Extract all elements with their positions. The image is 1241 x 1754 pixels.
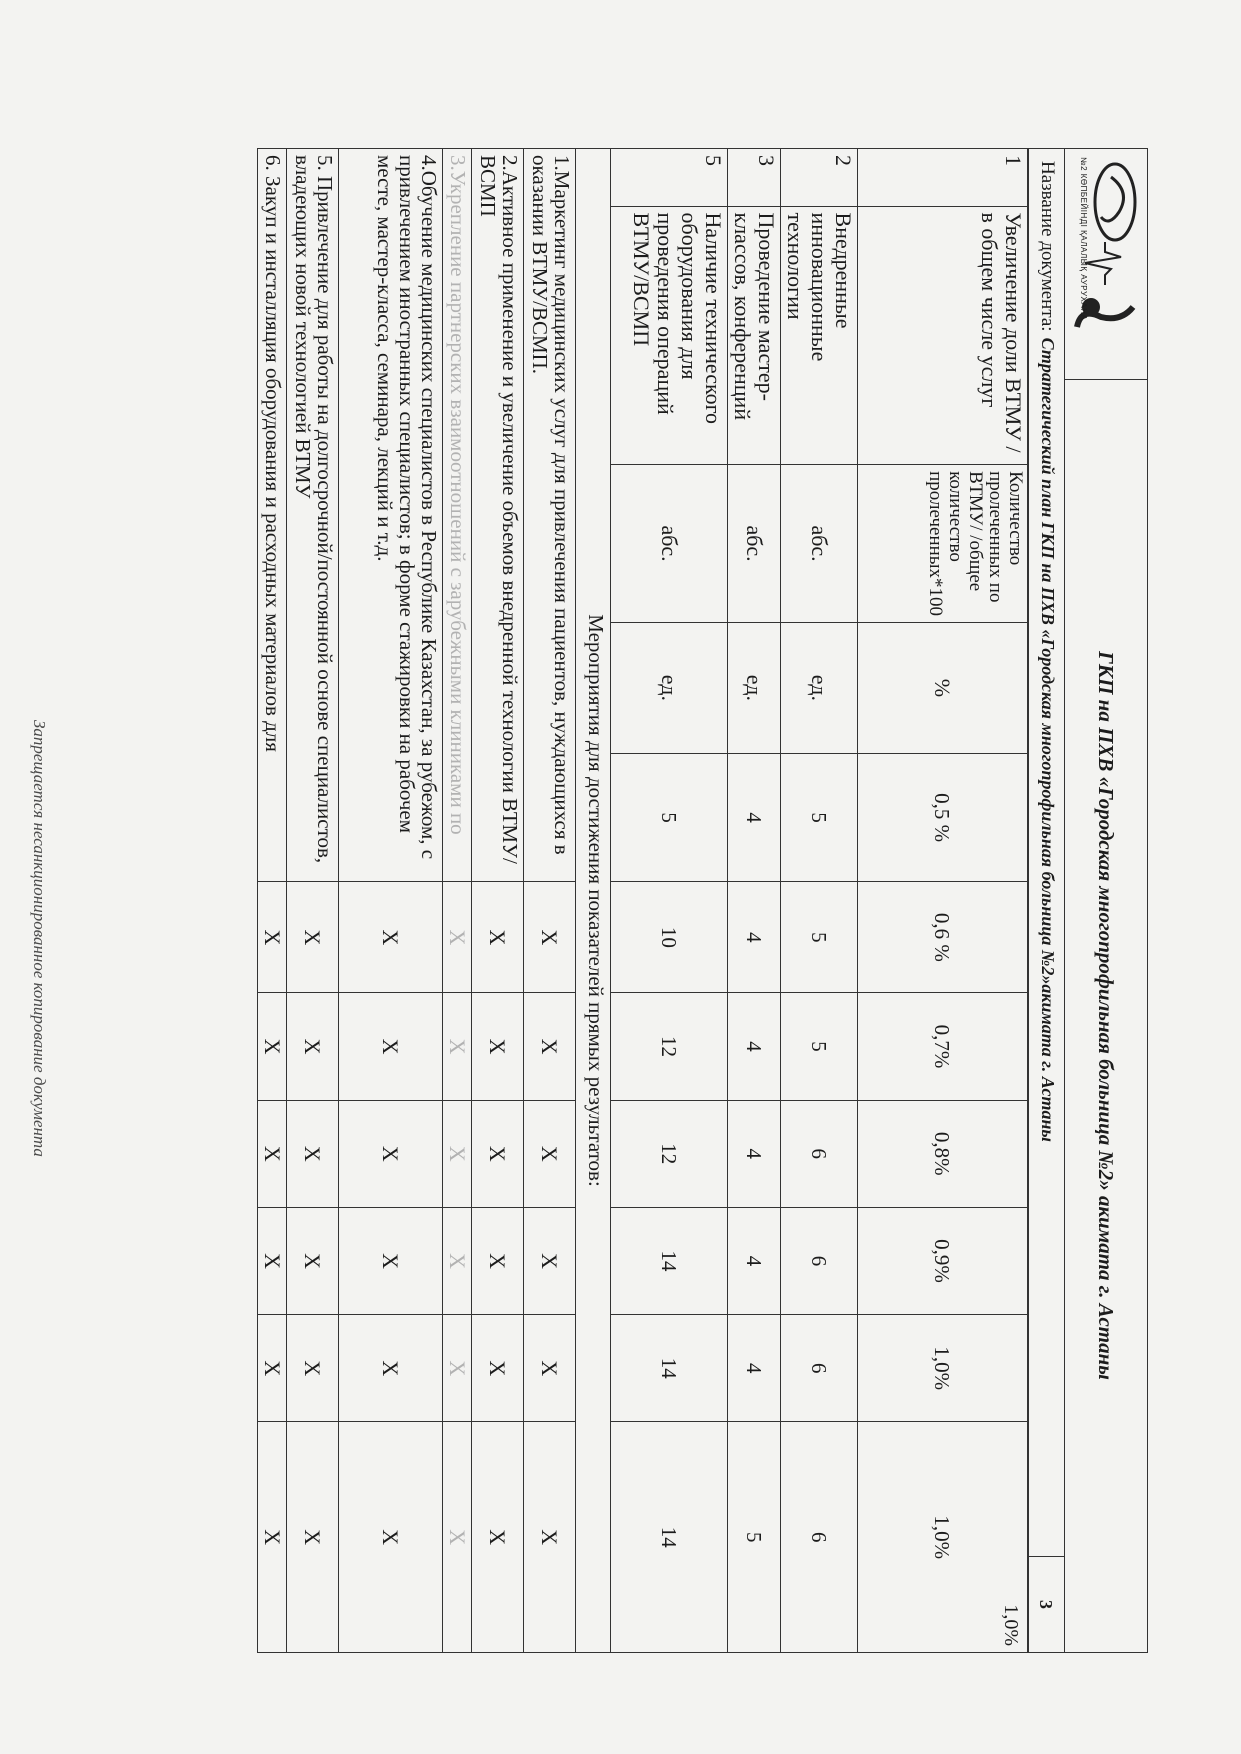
activity-text: 5. Привлечение для работы на долгосрочной/постоянной основе специалистов, владеющих новой технологией ВТМУ bbox=[287, 149, 339, 882]
indicator-value: 12 bbox=[611, 1100, 728, 1207]
activity-mark: X bbox=[524, 1100, 576, 1207]
document-name-label: Название документа: bbox=[1037, 161, 1058, 332]
activity-mark: X bbox=[287, 1207, 339, 1314]
indicator-final-value-text: 6 bbox=[807, 1531, 831, 1543]
activity-mark: X bbox=[443, 993, 472, 1100]
indicator-name: Внедренные инновационные технологии bbox=[781, 206, 858, 465]
activity-mark: X bbox=[258, 993, 287, 1100]
indicator-value: 5 bbox=[781, 753, 858, 882]
activity-mark: X bbox=[339, 1315, 443, 1422]
indicator-value: 6 bbox=[781, 1100, 858, 1207]
activity-mark: X bbox=[472, 1100, 524, 1207]
activities-body bbox=[258, 149, 576, 1653]
measures-header-body bbox=[576, 149, 611, 1653]
activity-mark: X bbox=[472, 1315, 524, 1422]
indicator-top-note: 1,0% bbox=[1000, 1604, 1022, 1646]
measures-title: Мероприятия для достижения показателей прямых результатов: bbox=[576, 149, 611, 1653]
activity-mark: X bbox=[287, 1315, 339, 1422]
indicator-name: Наличие технического оборудования для проведения операций ВТМУ/ВСМП bbox=[611, 206, 728, 465]
indicator-row bbox=[858, 149, 1028, 1653]
activity-mark: X bbox=[339, 1207, 443, 1314]
activity-mark: X bbox=[524, 882, 576, 993]
activity-mark: X bbox=[258, 1100, 287, 1207]
indicator-value: 4 bbox=[728, 753, 781, 882]
activity-mark: X bbox=[524, 1422, 576, 1653]
activity-mark: X bbox=[443, 882, 472, 993]
logo-cell bbox=[1065, 149, 1147, 380]
indicator-final-value bbox=[858, 1422, 1028, 1653]
indicator-unit: % bbox=[858, 623, 1028, 754]
activity-mark: X bbox=[443, 1315, 472, 1422]
activity-row bbox=[524, 149, 576, 1653]
indicator-number: 5 bbox=[611, 149, 728, 207]
activity-mark: X bbox=[287, 1422, 339, 1653]
indicator-source: абс. bbox=[728, 465, 781, 623]
indicator-value: 6 bbox=[781, 1207, 858, 1314]
indicator-value: 1,0% bbox=[858, 1315, 1028, 1422]
indicator-unit: ед. bbox=[781, 623, 858, 754]
activity-mark: X bbox=[258, 1207, 287, 1314]
activity-row bbox=[472, 149, 524, 1653]
indicator-value: 4 bbox=[728, 1315, 781, 1422]
indicator-source: Количество пролеченных по ВТМУ/ /общее количество пролеченных*100 bbox=[858, 465, 1028, 623]
indicator-value: 4 bbox=[728, 882, 781, 993]
activity-text: 4.Обучение медицинских специалистов в Республике Казахстан, за рубежом, с привлечением иностранных специалистов; в форме стажировки на рабочем месте, мастер-класса, семинара, лекций и т.д. bbox=[339, 149, 443, 882]
activity-mark: X bbox=[287, 993, 339, 1100]
indicator-source: абс. bbox=[781, 465, 858, 623]
activity-mark: X bbox=[472, 882, 524, 993]
logo-left-text: №2 КӨПБЕЙІНДІ ҚАЛАЛЫҚ АУРУХАНА bbox=[1079, 157, 1088, 321]
indicator-final-value-text: 14 bbox=[657, 1526, 681, 1548]
document-name-value: Стратегический план ГКП на ПХВ «Городская многопрофильная больница №2»акимата г. Астаны bbox=[1038, 337, 1058, 1142]
indicator-final-value-text: 5 bbox=[742, 1531, 766, 1543]
activity-row bbox=[287, 149, 339, 1653]
page-number: 3 bbox=[1028, 1556, 1064, 1652]
activity-mark: X bbox=[443, 1422, 472, 1653]
activity-mark: X bbox=[258, 882, 287, 993]
activity-mark: X bbox=[258, 1315, 287, 1422]
activity-mark: X bbox=[524, 1207, 576, 1314]
activity-mark: X bbox=[472, 1422, 524, 1653]
indicator-value: 5 bbox=[611, 753, 728, 882]
indicator-number: 1 bbox=[858, 149, 1028, 207]
indicator-name: Увеличение доли ВТМУ / в общем числе услуг bbox=[858, 206, 1028, 465]
indicator-value: 0,5 % bbox=[858, 753, 1028, 882]
indicator-value: 0,9% bbox=[858, 1207, 1028, 1314]
indicator-value: 0,7% bbox=[858, 993, 1028, 1100]
strategic-plan-table bbox=[257, 148, 1028, 1653]
indicator-final-value bbox=[781, 1422, 858, 1653]
activity-mark: X bbox=[524, 993, 576, 1100]
indicator-row bbox=[728, 149, 781, 1653]
indicator-value: 5 bbox=[781, 882, 858, 993]
indicator-value: 6 bbox=[781, 1315, 858, 1422]
indicator-final-value-text: 1,0% bbox=[930, 1515, 955, 1560]
activity-text: 6. Закуп и инсталляция оборудования и расходных материалов для bbox=[258, 149, 287, 882]
indicator-value: 0,6 % bbox=[858, 882, 1028, 993]
indicator-final-value bbox=[728, 1422, 781, 1653]
indicator-value: 5 bbox=[781, 993, 858, 1100]
indicator-number: 2 bbox=[781, 149, 858, 207]
activity-mark: X bbox=[443, 1207, 472, 1314]
activity-mark: X bbox=[472, 993, 524, 1100]
activity-mark: X bbox=[258, 1422, 287, 1653]
activity-mark: X bbox=[339, 993, 443, 1100]
activity-row bbox=[258, 149, 287, 1653]
indicator-value: 4 bbox=[728, 993, 781, 1100]
indicator-value: 14 bbox=[611, 1315, 728, 1422]
indicator-number: 3 bbox=[728, 149, 781, 207]
indicator-value: 10 bbox=[611, 882, 728, 993]
activity-text: 1.Маркетинг медицинских услуг для привлечения пациентов, нуждающихся в оказании ВТМУ/ВСМП. bbox=[524, 149, 576, 882]
indicator-value: 12 bbox=[611, 993, 728, 1100]
indicator-value: 4 bbox=[728, 1100, 781, 1207]
activity-mark: X bbox=[339, 882, 443, 993]
activity-mark: X bbox=[287, 1100, 339, 1207]
measures-title-row bbox=[576, 149, 611, 1653]
indicator-row bbox=[611, 149, 728, 1653]
document-header bbox=[1028, 148, 1148, 1653]
activity-row bbox=[443, 149, 472, 1653]
indicator-row bbox=[781, 149, 858, 1653]
activity-text: 2.Активное применение и увеличение объемов внедренной технологии ВТМУ/ВСМП bbox=[472, 149, 524, 882]
indicator-source: абс. bbox=[611, 465, 728, 623]
activity-mark: X bbox=[287, 882, 339, 993]
activity-mark: X bbox=[524, 1315, 576, 1422]
indicator-name: Проведение мастер-классов, конференций bbox=[728, 206, 781, 465]
indicator-value: 4 bbox=[728, 1207, 781, 1314]
indicator-unit: ед. bbox=[728, 623, 781, 754]
activity-mark: X bbox=[472, 1207, 524, 1314]
document-name-line bbox=[1036, 161, 1058, 1142]
document-title: ГКП на ПХВ «Городская многопрофильная больница №2» акимата г. Астаны bbox=[1094, 651, 1119, 1380]
hospital-logo bbox=[1069, 157, 1141, 372]
activity-mark: X bbox=[339, 1100, 443, 1207]
indicator-value: 14 bbox=[611, 1207, 728, 1314]
activity-row bbox=[339, 149, 443, 1653]
activity-mark: X bbox=[443, 1100, 472, 1207]
indicators-body bbox=[611, 149, 1028, 1653]
indicator-final-value bbox=[611, 1422, 728, 1653]
indicator-unit: ед. bbox=[611, 623, 728, 754]
indicator-value: 0,8% bbox=[858, 1100, 1028, 1207]
footer-note: Запрещается несанкционированное копирование документа bbox=[30, 720, 49, 1157]
document-name-row bbox=[1028, 149, 1065, 1652]
activity-mark: X bbox=[339, 1422, 443, 1653]
activity-text: 3.Укрепление партнерских взаимоотношений с зарубежными клиниками по bbox=[443, 149, 472, 882]
